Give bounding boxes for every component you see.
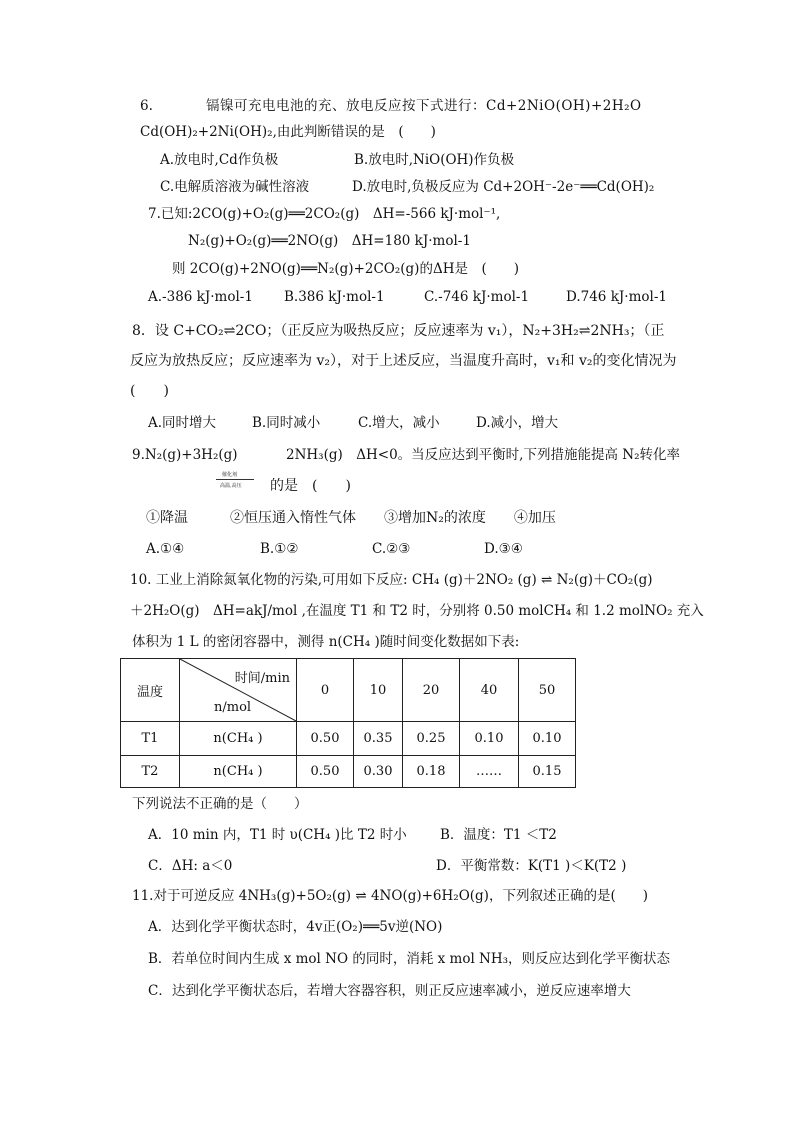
q10-option-b: B．温度：T1 ＜T2	[440, 827, 557, 843]
time-cell: 40	[460, 659, 519, 722]
q11-option-a: A．达到化学平衡状态时，4v正(O₂)══5v逆(NO)	[148, 919, 443, 935]
row-value: 0.10	[519, 722, 576, 756]
q7-option-d: D.746 kJ·mol-1	[566, 289, 667, 305]
q10-stem-line2: ＋2H₂O(g) ΔH=akJ/mol ,在温度 T1 和 T2 时，分别将 0.50 molCH₄ 和 1.2 molNO₂ 充入	[130, 603, 704, 619]
q6-stem-line1: 镉镍可充电电池的充、放电反应按下式进行：Cd+2NiO(OH)+2H₂O	[206, 98, 642, 114]
q7-stem-line2: N₂(g)+O₂(g)══2NO(g) ΔH=180 kJ·mol-1	[188, 233, 471, 249]
q9-stem-line2: 的是 ( )	[270, 478, 351, 494]
q8-stem-line3: ( )	[130, 383, 169, 399]
q9-option-b: B.①②	[260, 541, 299, 557]
row-temp: T1	[121, 722, 180, 756]
q9-catalyst-top: 催化剂	[222, 472, 238, 478]
q7-stem-line1: 7.已知:2CO(g)+O₂(g)══2CO₂(g) ΔH=-566 kJ·mol⁻¹,	[148, 206, 501, 222]
header-temperature: 温度	[121, 659, 180, 722]
row-value: 0.50	[297, 756, 354, 788]
row-value: 0.15	[519, 756, 576, 788]
time-cell: 10	[354, 659, 403, 722]
row-value: 0.30	[354, 756, 403, 788]
q9-stem-left: 9.N₂(g)+3H₂(g)	[132, 447, 238, 463]
q6-stem-line2: Cd(OH)₂+2Ni(OH)₂,由此判断错误的是 ( )	[140, 124, 436, 140]
q10-question: 下列说法不正确的是（ ）	[132, 796, 308, 812]
table-row	[121, 756, 576, 788]
q9-option-d: D.③④	[484, 541, 523, 557]
row-species: n(CH₄ )	[180, 756, 297, 788]
q8-option-a: A.同时增大	[148, 415, 217, 431]
header-time: 时间/min	[234, 671, 290, 686]
row-value: 0.10	[460, 722, 519, 756]
q10-option-a: A．10 min 内，T1 时 υ(CH₄ )比 T2 时小	[148, 827, 407, 843]
q8-stem-line1: 8．设 C+CO₂⇌2CO；（正反应为吸热反应；反应速率为 v₁），N₂+3H₂⇌2NH₃；（正	[132, 323, 665, 339]
table-row	[121, 722, 576, 756]
q10-option-d: D．平衡常数：K(T1 )＜K(T2 )	[436, 858, 627, 874]
q6-number: 6.	[140, 98, 153, 114]
time-cell: 0	[297, 659, 354, 722]
q10-data-table	[120, 658, 576, 788]
q6-option-d: D.放电时,负极反应为 Cd+2OH⁻-2e⁻══Cd(OH)₂	[352, 179, 655, 195]
q7-option-b: B.386 kJ·mol-1	[284, 289, 385, 305]
time-cell: 20	[403, 659, 460, 722]
q6-option-b: B.放电时,NiO(OH)作负极	[354, 152, 515, 168]
header-amount: n/mol	[214, 700, 252, 715]
q9-option-a: A.①④	[146, 541, 185, 557]
row-value: 0.25	[403, 722, 460, 756]
time-cell: 50	[519, 659, 576, 722]
q8-stem-line2: 反应为放热反应；反应速率为 v₂），对于上述反应，当温度升高时，v₁和 v₂的变化情况为	[130, 353, 677, 369]
row-temp: T2	[121, 756, 180, 788]
q10-stem-line3: 体积为 1 L 的密闭容器中，测得 n(CH₄ )随时间变化数据如下表:	[132, 634, 520, 650]
q11-option-b: B．若单位时间内生成 x mol NO 的同时，消耗 x mol NH₃，则反应达到化学平衡状态	[148, 951, 671, 967]
q11-stem: 11.对于可逆反应 4NH₃(g)+5O₂(g) ⇌ 4NO(g)+6H₂O(g)，下列叙述正确的是( )	[132, 888, 648, 904]
q9-items: ①降温 ②恒压通入惰性气体 ③增加N₂的浓度 ④加压	[146, 510, 556, 526]
q8-option-c: C.增大，减小	[358, 415, 440, 431]
q11-option-c: C．达到化学平衡状态后，若增大容器容积，则正反应速率减小，逆反应速率增大	[148, 983, 631, 999]
row-species: n(CH₄ )	[180, 722, 297, 756]
q6-option-c: C.电解质溶液为碱性溶液	[160, 179, 310, 195]
q9-arrow-line	[216, 479, 254, 480]
row-value: 0.50	[297, 722, 354, 756]
header-diagonal-cell	[180, 659, 297, 722]
q9-catalyst-bottom: 高温,高压	[220, 483, 242, 489]
q9-stem-right: 2NH₃(g) ΔH<0。当反应达到平衡时,下列措施能提高 N₂转化率	[286, 447, 680, 463]
row-value: 0.18	[403, 756, 460, 788]
q6-option-a: A.放电时,Cd作负极	[160, 152, 279, 168]
q7-option-c: C.-746 kJ·mol-1	[424, 289, 530, 305]
q9-option-c: C.②③	[372, 541, 411, 557]
q8-option-b: B.同时减小	[252, 415, 321, 431]
q7-stem-line3: 则 2CO(g)+2NO(g)══N₂(g)+2CO₂(g)的ΔH是 ( )	[172, 261, 520, 277]
q7-option-a: A.-386 kJ·mol-1	[148, 289, 253, 305]
q10-option-c: C．ΔH: a＜0	[148, 858, 233, 874]
q10-stem-line1: 10. 工业上消除氮氧化物的污染,可用如下反应: CH₄ (g)＋2NO₂ (g) ⇌ N₂(g)＋CO₂(g)	[130, 572, 653, 588]
table-header-row	[121, 659, 576, 722]
row-value: 0.35	[354, 722, 403, 756]
row-value: ……	[460, 756, 519, 788]
q8-option-d: D.减小，增大	[476, 415, 559, 431]
